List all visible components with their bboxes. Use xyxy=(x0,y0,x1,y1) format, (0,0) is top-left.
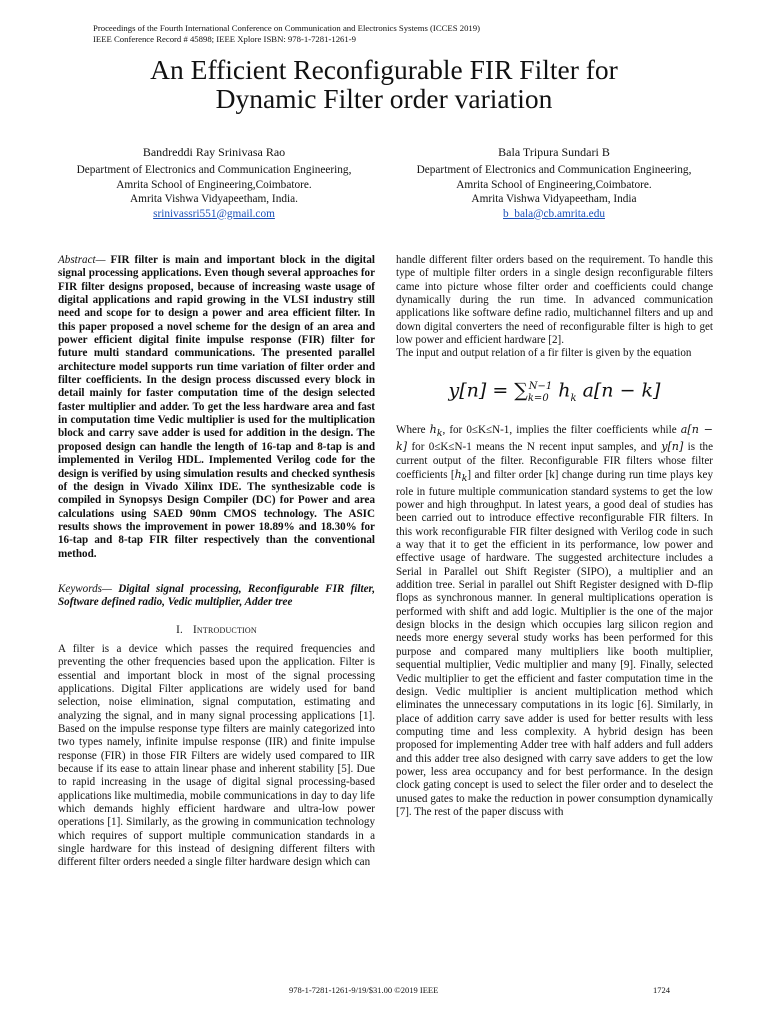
equation-coef: h xyxy=(552,379,571,402)
fir-equation xyxy=(396,375,713,411)
author-university: Amrita Vishwa Vidyapeetham, India xyxy=(471,193,637,206)
math-y: y[n] xyxy=(661,440,684,454)
author-block-2 xyxy=(389,145,719,221)
author-university: Amrita Vishwa Vidyapeetham, India. xyxy=(130,193,298,206)
text-run: Where xyxy=(396,423,430,436)
equation-coef-sub: k xyxy=(570,392,577,404)
math-a: a[n − k] xyxy=(396,422,713,454)
author-school: Amrita School of Engineering,Coimbatore. xyxy=(116,178,312,191)
section-title: Introduction xyxy=(193,623,257,636)
equation-sum-lower: k=0 xyxy=(527,392,549,404)
intro-paragraph: A filter is a device which passes the required frequencies and preventing the other frequencies based upon the application. Filter is essential and important block in most of the signal processing applications. Digital Filter applications are widely used for band selection, noise elimination, signal computation, estimating and analyzing the signal, and in many signal processing applications [1]. Based on the impulse response type filters are mainly categorized into two types namely, infinite impulse response (IIR) and finite impulse response (FIR) in those FIR Filters are widely used compared to IIR because if its ease to attain linear phase and inherent stability [5]. Due to rapid increasing in the usage of digital signal processing-based applications like multimedia, mobile communications in day to day life which demands highly efficient hardware and ultra-low power operations [1]. Similarly, as the growing in communication technology which requires of support multiple communication standards in a single hardware for this instead of designing different filters with different filter orders needed a single filter hardware design which can xyxy=(58,642,375,869)
text-run: ] and filter order [k] change during run time plays key role in future multiple communication standard systems to get the low power and high throughput. In latest years, a good deal of studies has been carried out to introduce effective reconfigurable FIR filters. In this work reconfigurable FIR filter designed with Verilog code in such a way that it to get the efficient in its performance, low power and effective usage of hardware. The suggested architecture includes a Serial in Parallel out Shift Register (SIPO), a multiplier and an addition tree. Serial in parallel out Shift Register designed with D-flip flops as synchronous manner. In general multiplications operation is performed with shift and add logic. Multiplier is the one of the major design blocks in the design which occupies larg silicon region and needs more energy several study works has been performed for this purpose and compared many multipliers like booth multiplier, sequential multiplier, Vedic multiplier and many [9]. Finally, selected Vedic multiplier to get the efficient and faster computation time in the design. Vedic multiplier is ancient multiplication method which eliminates the unnecessary computations in its logic [6]. Similarly, in place of addition carry save adder is used for better results with less computing time and less complexity. A hybrid design has been proposed for implementing Adder tree with half adders and full adders and this adder tree also designed with carry save adders to get the low power, less area occupancy and for best performance. In the design clock gating concept is used to select the filer order and to deselect the unused gates to make the reduction in power consumption dynamically [7]. The rest of the paper discuss with xyxy=(396,469,713,818)
author-name: Bandreddi Ray Srinivasa Rao xyxy=(142,145,286,159)
section-heading-introduction xyxy=(58,624,375,637)
author-email-link[interactable]: srinivassri551@gmail.com xyxy=(153,207,275,220)
abstract-text: FIR filter is main and important block in the digital signal processing applications. Even though several approaches for FIR filter designs proposed, because of increasing waste usage of digital applications and rapid growing in the VLSI industry still need and scope for to design a power and area efficient filter. In this paper proposed a novel scheme for the design of an area and power efficient digital finite impulse response (FIR) filter for future multi standard communications. The presented parallel architecture model supports run time variation of filter order and filter coefficients. In the design process discussed every block in detail mainly for faster computation time of the design selected faster multiplier and adder. To get the less hardware area and fast in computation time Vedic multiplier is used for the multiplication block and carry save adder is used for addition in the design. The proposed design can handle the length of 16-tap and 8-tap is and implemented in Verilog HDL. Implemented Verilog code for the design is verified by using simulation results and checked synthesis of the design in Vivado Xilinx IDE. The synthesizable code is compiled in Synopsys Design Compiler (DC) for Power and area calculations using SAED 90nm CMOS technology. The ASIC results shows the improvement in power 18.89% and 18.30% for 16-tap and 8-tap FIR filter respectively than the conventional method. xyxy=(58,254,375,560)
keywords xyxy=(58,583,375,610)
right-column xyxy=(396,254,713,819)
author-school: Amrita School of Engineering,Coimbatore. xyxy=(456,178,652,191)
abstract-label: Abstract— xyxy=(58,254,106,266)
section-number: I. xyxy=(176,623,183,636)
left-column xyxy=(58,254,375,870)
conference-header-line-1: Proceedings of the Fourth International Conference on Communication and Electronics Systems (ICCES 2019) xyxy=(93,23,480,33)
equation-sum-upper: N−1 xyxy=(528,380,553,392)
text-run: is the current output of the filter. Reconfigurable FIR filters whose filter coefficients [ xyxy=(396,441,714,482)
equation-input-term: a[n − k] xyxy=(576,379,661,402)
body-paragraph xyxy=(396,423,713,819)
author-department: Department of Electronics and Communication Engineering, xyxy=(416,164,692,177)
equation-lhs: y[n] = ∑ xyxy=(448,379,528,402)
author-department: Department of Electronics and Communication Engineering, xyxy=(76,164,352,177)
text-run: for 0≤K≤N-1 means the N recent input samples, and xyxy=(407,441,662,454)
paper-title xyxy=(0,55,768,113)
math-h-sub: k xyxy=(436,428,443,440)
conference-header-line-2: IEEE Conference Record # 45898; IEEE Xplore ISBN: 978-1-7281-1261-9 xyxy=(93,34,356,44)
title-line-2: Dynamic Filter order variation xyxy=(215,83,553,114)
equation-intro-text: The input and output relation of a fir filter is given by the equation xyxy=(396,347,692,360)
text-run: , for 0≤K≤N-1, implies the filter coefficients while xyxy=(442,423,681,436)
author-name: Bala Tripura Sundari B xyxy=(498,145,610,159)
title-line-1: An Efficient Reconfigurable FIR Filter for xyxy=(150,54,618,85)
abstract xyxy=(58,254,375,561)
page-number: 1724 xyxy=(653,985,670,995)
author-email-link[interactable]: b_bala@cb.amrita.edu xyxy=(503,207,605,220)
math-h: h xyxy=(429,422,437,436)
keywords-label: Keywords— xyxy=(58,582,112,595)
footer-copyright: 978-1-7281-1261-9/19/$31.00 ©2019 IEEE xyxy=(289,985,439,995)
intro-paragraph-continued: handle different filter orders based on the requirement. To handle this type of multiple filter orders in a single design reconfigurable filters came into picture whose filter order and coefficients could change dynamically during the run time. In advanced communication applications like software define radio, multichannel filters and up and down digital converters the need of reconfigurable filter is high to get low power and efficient hardware [2]. xyxy=(396,254,713,347)
math-h-sub: k xyxy=(461,473,468,485)
math-h: h xyxy=(454,468,462,482)
author-block-1 xyxy=(49,145,379,221)
keywords-text: Digital signal processing, Reconfigurable FIR filter, Software defined radio, Vedic multiplier, Adder tree xyxy=(58,582,375,609)
